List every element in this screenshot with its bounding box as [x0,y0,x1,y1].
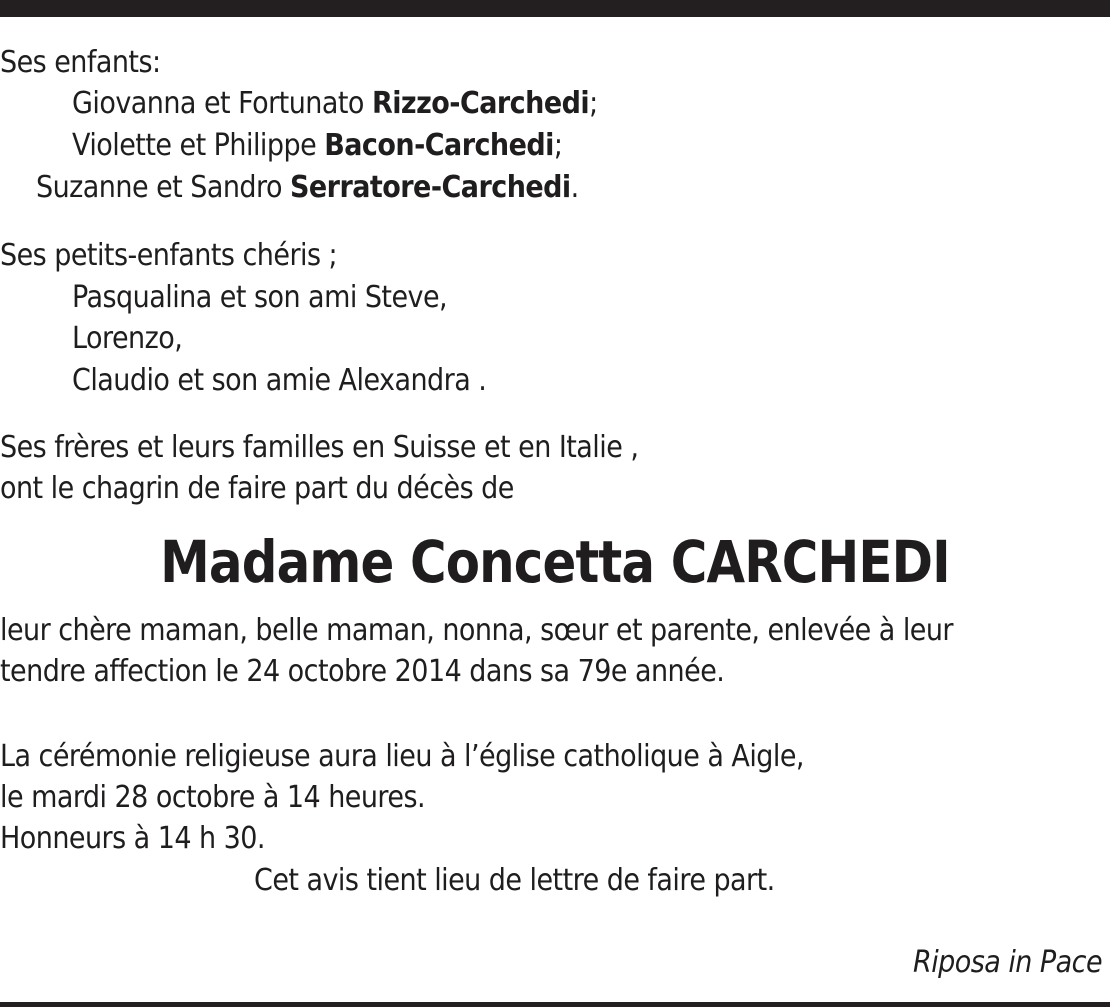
tribute-line-1: leur chère maman, belle maman, nonna, sœur et parente, enlevée à leur [0,613,953,648]
deceased-name: Madame Concetta CARCHEDI [160,528,950,596]
grandchild-line-2: Lorenzo, [72,321,183,356]
bottom-rule [0,1002,1110,1007]
grandchildren-heading: Ses petits-enfants chéris ; [0,238,338,273]
grandchild-line-1: Pasqualina et son ami Steve, [72,280,448,315]
children-surname-2: Bacon-Carchedi [324,128,554,163]
notice-line: Cet avis tient lieu de lettre de faire part. [254,863,775,898]
ceremony-line-3: Honneurs à 14 h 30. [0,821,265,856]
ceremony-line-2: le mardi 28 octobre à 14 heures. [0,780,426,815]
children-surname-3: Serratore-Carchedi [289,170,571,205]
grandchild-line-3: Claudio et son amie Alexandra . [72,363,487,398]
children-line-1: Giovanna et Fortunato Rizzo-Carchedi; [72,86,598,121]
siblings-line-1: Ses frères et leurs familles en Suisse et en Italie , [0,430,639,465]
closing-signature: Riposa in Pace [912,945,1102,980]
children-heading: Ses enfants: [0,45,161,80]
children-line-3: Suzanne et Sandro Serratore-Carchedi. [36,170,579,205]
children-surname-1: Rizzo-Carchedi [371,86,590,121]
ceremony-line-1: La cérémonie religieuse aura lieu à l’église catholique à Aigle, [0,739,804,774]
tribute-line-2: tendre affection le 24 octobre 2014 dans sa 79e année. [0,654,725,689]
children-line-2: Violette et Philippe Bacon-Carchedi; [72,128,563,163]
siblings-line-2: ont le chagrin de faire part du décès de [0,471,514,506]
